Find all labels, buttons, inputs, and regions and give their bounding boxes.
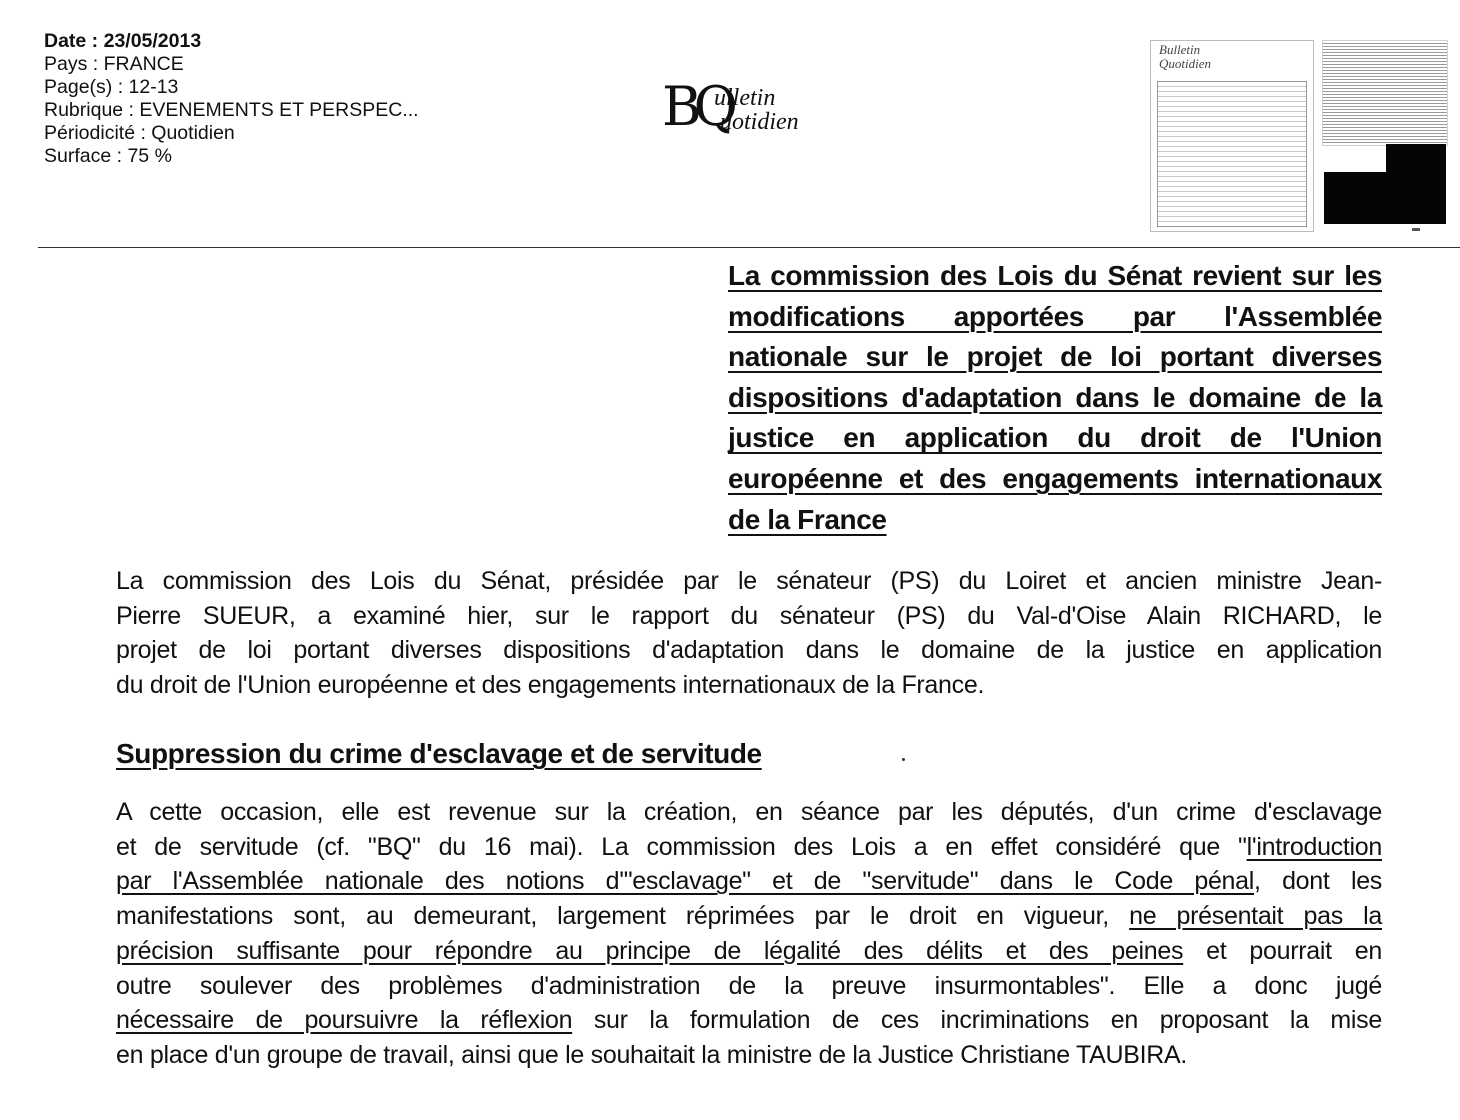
paragraph-line: [116, 864, 1382, 899]
headline-line: justice en application du droit de l'Union: [728, 422, 1382, 454]
page-thumbnail-2: [1322, 40, 1448, 146]
paragraph-line: [116, 899, 1382, 934]
headline-line: dispositions d'adaptation dans le domaine de la: [728, 381, 1382, 413]
paragraph-line: A cette occasion, elle est revenue sur la création, en séance par les députés, d'un crime d'esclavage: [116, 798, 1382, 826]
article-headline: [728, 256, 1382, 540]
underlined-text: nécessaire de poursuivre la réflexion: [116, 1006, 573, 1035]
paragraph-line: en place d'un groupe de travail, ainsi que le souhaitait la ministre de la Justice Christiane TAUBIRA.: [116, 1040, 1188, 1069]
intro-paragraph: [116, 564, 1382, 703]
section-subheading: Suppression du crime d'esclavage et de servitude: [116, 738, 762, 769]
scan-dot: [902, 758, 905, 761]
meta-pages: Page(s) : 12-13: [44, 76, 179, 98]
meta-country: Pays : FRANCE: [44, 53, 184, 75]
headline-line: de la France: [728, 503, 887, 535]
paragraph-line: [116, 934, 1382, 969]
body-text: et pourrait en: [1183, 936, 1382, 965]
headline-line: La commission des Lois du Sénat revient sur les: [728, 260, 1382, 291]
paragraph-line: du droit de l'Union européenne et des engagements internationaux de la France.: [116, 671, 985, 700]
paragraph-line: La commission des Lois du Sénat, présidée par le sénateur (PS) du Loiret et ancien ministre Jean-: [116, 567, 1382, 595]
logo-monogram: BQ: [662, 75, 730, 138]
headline-line: nationale sur le projet de loi portant diverses: [728, 341, 1382, 373]
headline-line: modifications apportées par l'Assemblée: [728, 300, 1382, 332]
paragraph-line: outre soulever des problèmes d'administration de la preuve insurmontables". Elle a donc jugé: [116, 971, 1382, 1000]
headline-line: européenne et des engagements internationaux: [728, 462, 1382, 494]
thumbnail-mini-logo: Bulletin Quotidien: [1159, 42, 1211, 71]
scan-speck: [1412, 228, 1420, 231]
document-metadata: [44, 30, 419, 168]
paragraph-line: [116, 830, 1382, 865]
paragraph-line: [116, 1003, 1382, 1038]
meta-surface: Surface : 75 %: [44, 145, 172, 167]
body-text: et de servitude (cf. "BQ" du 16 mai). La commission des Lois a en effet considéré que ": [116, 832, 1247, 861]
body-text: , dont les: [1254, 867, 1382, 896]
body-text: manifestations sont, au demeurant, largement réprimées par le droit en vigueur,: [116, 902, 1130, 931]
header-divider: [38, 247, 1460, 248]
paragraph-line: Pierre SUEUR, a examiné hier, sur le rapport du sénateur (PS) du Val-d'Oise Alain RICHARD, le: [116, 601, 1382, 630]
meta-periodicity: Périodicité : Quotidien: [44, 122, 235, 144]
meta-date: Date : 23/05/2013: [44, 30, 202, 52]
underlined-text: précision suffisante pour répondre au principe de légalité des délits et des peines: [116, 936, 1184, 965]
logo-word-quotidien: uotidien: [720, 109, 799, 135]
body-text: sur la formulation de ces incriminations en proposant la mise: [572, 1006, 1382, 1035]
bulletin-quotidien-logo: [662, 75, 832, 156]
redaction-block: [1324, 172, 1446, 224]
underlined-text: ne présentait pas la: [1129, 902, 1383, 931]
page-thumbnail-1: [1150, 40, 1314, 232]
underlined-text: l'introduction: [1246, 832, 1382, 861]
logo-word-bulletin: ulletin: [714, 85, 776, 111]
body-paragraph: [116, 795, 1382, 1073]
underlined-text: par l'Assemblée nationale des notions d'"esclavage" et de "servitude" dans le Code pénal: [116, 867, 1255, 896]
redaction-block: [1386, 144, 1446, 174]
meta-section: Rubrique : EVENEMENTS ET PERSPEC...: [44, 99, 419, 121]
thumbnail-text-area: [1157, 81, 1307, 227]
paragraph-line: projet de loi portant diverses dispositions d'adaptation dans le domaine de la justice en application: [116, 636, 1382, 665]
